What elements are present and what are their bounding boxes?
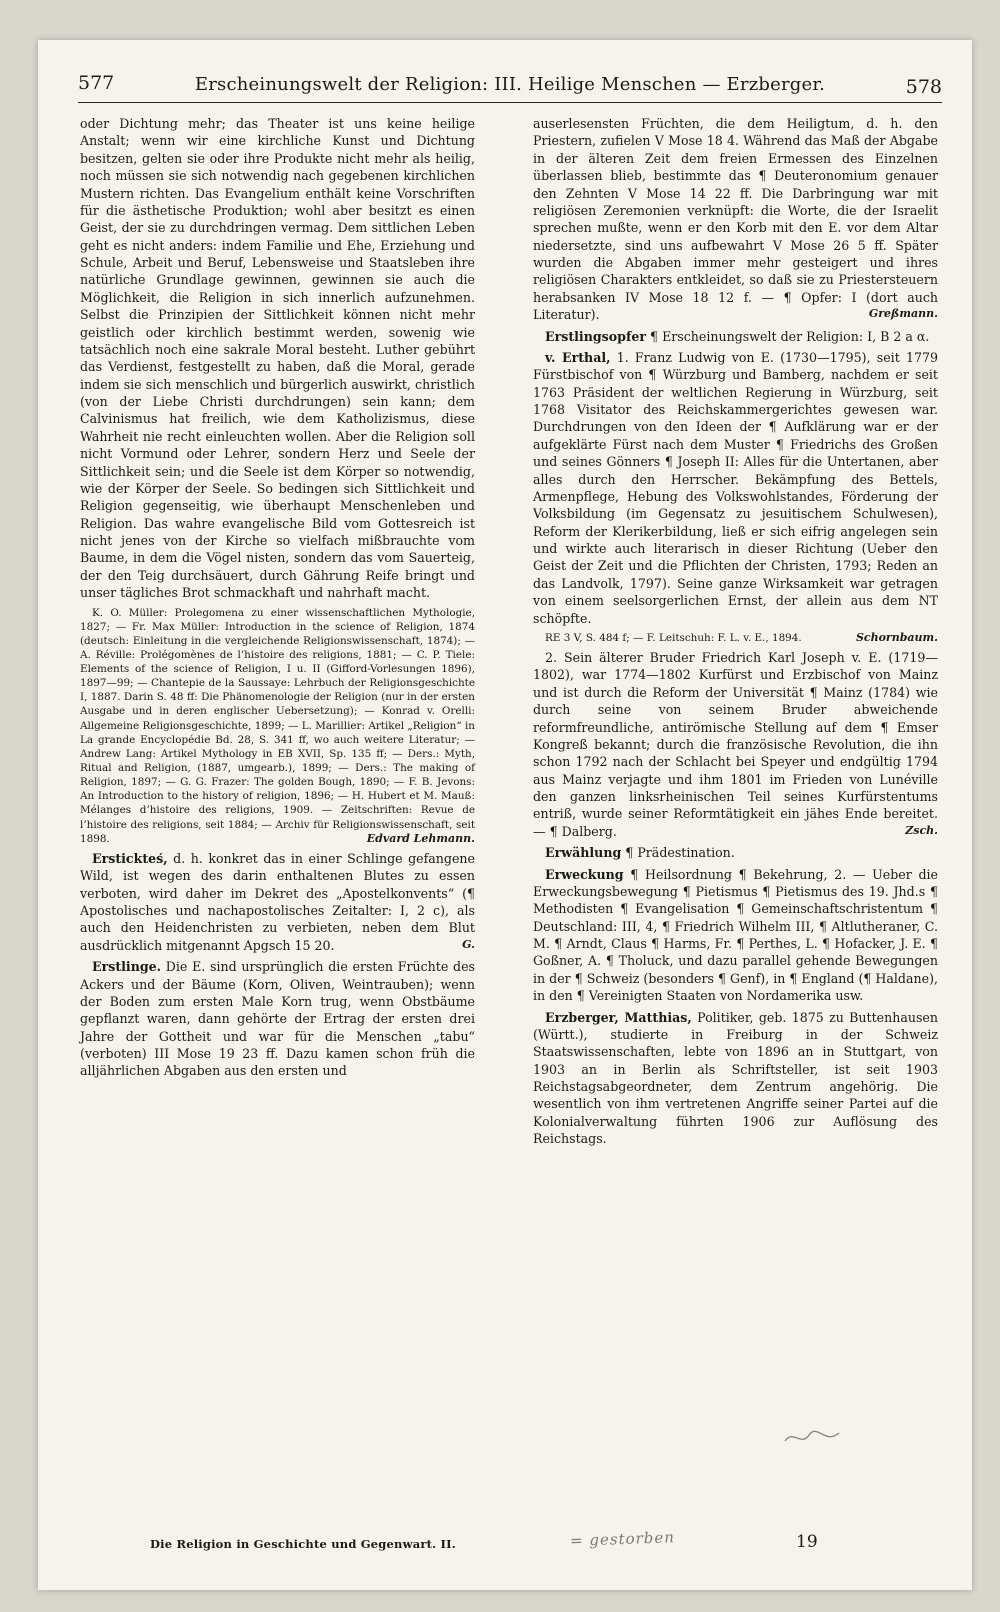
entry-erzberger: [533, 1009, 938, 1148]
author-signature: Greßmann.: [868, 307, 938, 321]
author-signature: Edvard Lehmann.: [366, 831, 475, 845]
author-signature: G.: [462, 937, 475, 951]
entry-erthal: [533, 349, 938, 627]
page-number-right: 578: [905, 76, 942, 98]
entry-text: Die E. sind ursprünglich die ersten Früchte des Ackers und der Bäume (Korn, Oliven, Weintrauben); wenn der Boden zum ersten Male Korn trug, wenn Obstbäume gepflanzt waren, dann gehörte der Ertrag der ersten drei Jahre der Gottheit und war für die Menschen „tabu“ (verboten) III Mose 19 23 ff. Dazu kamen schon früh die alljährlichen Abgaben aus den ersten und: [80, 959, 475, 1079]
entry-erwaehlung: [533, 844, 938, 861]
literature-religion: [80, 606, 475, 846]
author-signature: Zsch.: [905, 823, 938, 837]
left-column: [80, 115, 475, 1084]
literature-erthal: [533, 631, 938, 645]
entry-text: auserlesensten Früchten, die dem Heiligtum, d. h. den Priestern, zufielen V Mose 18 4. Während das Maß der Abgabe in der älteren Zeit dem freien Ermessen des Einzelnen überlassen blieb, bestimmte das ¶ Deuteronomium genauer den Zehnten V Mose 14 22 ff. Die Darbringung war mit religiösen Zeremonien verknüpft: die Worte, die der Israelit sprechen mußte, wenn er den Korb mit den E. vor dem Altar niedersetzte, sind uns aufbewahrt V Mose 26 5 ff. Später wurden die Abgaben immer mehr gesteigert und ihres religiösen Charakters entkleidet, so daß sie zu Priestersteuern herabsanken IV Mose 18 12 f. — ¶ Opfer: I (dort auch Literatur).: [533, 116, 938, 323]
entry-lemma: v. Erthal,: [545, 349, 611, 365]
entry-lemma: Erstlingsopfer: [545, 328, 647, 344]
entry-erthal-2: [533, 649, 938, 840]
literature-text: K. O. Müller: Prolegomena zu einer wissenschaftlichen Mythologie, 1827; — Fr. Max Müller: Introduction in the science of Religion, 1874 (deutsch: Einleitung in die vergleichende Religionswissenschaft, 1874); — A. Réville: Prolégomènes de l’histoire des religions, 1881; — C. P. Tiele: Elements of the science of Religion, I u. II (Gifford-Vorlesungen 1896), 1897—99; — Chantepie de la Saussaye: Lehrbuch der Religionsgeschichte I, 1887. Darin S. 48 ff: Die Phänomenologie der Religion (nur in der ersten Ausgabe und in deren englischer Uebersetzung); — Konrad v. Orelli: Allgemeine Religionsgeschichte, 1899; — L. Marillier: Artikel „Religion“ in La grande Encyclopédie Bd. 28, S. 341 ff, wo auch weitere Literatur; — Andrew Lang: Artikel Mythology in EB XVII, Sp. 135 ff; — Ders.: Myth, Ritual and Religion, (1887, umgearb.), 1899; — Ders.: The making of Religion, 1897; — G. G. Frazer: The golden Bough, 1890; — F. B. Jevons: An Introduction to the history of religion, 1896; — H. Hubert et M. Mauß: Mélanges d’histoire des religions, 1909. — Zeitschriften: Revue de l’histoire des religions, seit 1884; — Archiv für Religionswissenschaft, seit 1898.: [80, 606, 475, 845]
running-header: [78, 70, 942, 103]
author-signature: Schornbaum.: [855, 630, 938, 644]
right-column: [533, 115, 938, 1152]
footer-book-title: Die Religion in Geschichte und Gegenwart. II.: [150, 1537, 456, 1551]
entry-text: Politiker, geb. 1875 zu Buttenhausen (Württ.), studierte in Freiburg in der Schweiz Staatswissenschaften, lebte von 1896 an in Stuttgart, von 1903 an in Berlin als Schriftsteller, ist seit 1903 Reichstagsabgeordneter, dem Zentrum angehörig. Die wesentlich von ihm vertretenen Angriffe seiner Partei auf die Kolonialverwaltung führten 1906 zur Auflösung des Reichstags.: [533, 1009, 938, 1147]
handwritten-note: = gestorben: [569, 1528, 676, 1550]
literature-text: RE 3 V, S. 484 f; — F. Leitschuh: F. L. v. E., 1894.: [545, 631, 802, 644]
entry-erstlingsopfer: [533, 328, 938, 345]
entry-lemma: Erstickteś,: [92, 850, 168, 866]
entry-ersticktes: [80, 850, 475, 954]
document-page: [38, 40, 972, 1590]
entry-lemma: Erwählung: [545, 845, 622, 861]
entry-text: 2. Sein älterer Bruder Friedrich Karl Joseph v. E. (1719—1802), war 1774—1802 Kurfürst und Erzbischof von Mainz und ist durch die Reform der Universität ¶ Mainz (1784) wie durch seine von seinem Bruder abweichende reformfreundliche, antirömische Stellung auf dem ¶ Emser Kongreß bekannt; durch die französische Revolution, die ihn schon 1792 nach der Schlacht bei Speyer und endgültig 1794 aus Mainz verjagte und ihm 1801 im Frieden von Lunéville den ganzen linksrheinischen Teil seines Kurfürstentums entriß, wurde seiner Reformtätigkeit ein jähes Ende bereitet. — ¶ Dalberg.: [533, 650, 938, 839]
entry-text: 1. Franz Ludwig von E. (1730—1795), seit 1779 Fürstbischof von ¶ Würzburg und Bamberg, nachdem er seit 1763 Präsident der weltlichen Regierung in Würzburg, seit 1768 Visitator des Reichskammergerichtes gewesen war. Durchdrungen von den Ideen der ¶ Aufklärung war er der aufgeklärte Fürst nach dem Muster ¶ Friedrichs des Großen und seines Gönners ¶ Joseph II: Alles für die Untertanen, aber alles durch den Herrscher. Bekämpfung des Bettels, Armenpflege, Hebung des Volkswohlstandes, Förderung der Volksbildung (im Gegensatz zu jesuitischem Schulwesen), Reform der Klerikerbildung, ließ er sich eifrig angelegen sein und wirkte auch literarisch in dieser Richtung (Ueber den Geist der Zeit und die Pflichten der Christen, 1793; Reden an das Landvolk, 1797). Seine ganze Wirksamkeit war getragen von einem seelsorgerlichen Ernst, der allein aus dem NT schöpfte.: [533, 349, 939, 626]
entry-lemma: Erzberger, Matthias,: [545, 1009, 692, 1025]
sheet-number: 19: [796, 1532, 818, 1552]
entry-text: ¶ Erscheinungswelt der Religion: I, B 2 a α.: [646, 328, 930, 344]
entry-lemma: Erstlinge.: [92, 959, 162, 975]
entry-lemma: Erweckung: [545, 866, 624, 882]
page-number-left: 577: [78, 72, 115, 94]
entry-text: d. h. konkret das in einer Schlinge gefangene Wild, ist wegen des darin enthaltenen Blutes zu essen verboten, wird daher im Dekret des „Apostelkonvents“ (¶ Apostolisches und nachapostolisches Zeitalter: I, 2 c), als auch den Heidenchristen zu verbieten, neben dem Blut ausdrücklich mitgenannt Apgsch 15 20.: [80, 850, 475, 953]
entry-text: ¶ Prädestination.: [621, 845, 735, 861]
paragraph-religion-end: oder Dichtung mehr; das Theater ist uns keine heilige Anstalt; wenn wir eine kirchliche Kunst und Dichtung besitzen, gelten sie oder ihre Produkte nicht mehr als heilig, noch müssen sie sich notwendig nach gegebenen kirchlichen Mustern richten. Das Evangelium enthält keine Vorschriften für die ästhetische Produktion; wohl aber besitzt es einen Geist, der sie zu durchdringen vermag. Dem sittlichen Leben geht es nicht anders: indem Familie und Ehe, Erziehung und Schule, Arbeit und Beruf, Lebensweise und Staatsleben ihre natürliche Grundlage gewinnen, gewinnen sie auch die Möglichkeit, die Religion in sich innerlich aufzunehmen. Selbst die Prinzipien der Sittlichkeit können nicht mehr geistlich oder kirchlich bestimmt werden, sowenig wie tatsächlich noch eine sakrale Moral besteht. Luther gebührt das Verdienst, festgestellt zu haben, daß die Moral, gerade indem sie sich menschlich und bürgerlich auswirkt, christlich (von der Liebe Christi durchdrungen) sein kann; dem Calvinismus hat freilich, wie dem Katholizismus, diese Wahrheit nie recht einleuchten wollen. Aber die Religion soll nicht Vormund oder Lehrer, sondern Herz und Seele der Sittlichkeit sein; und die Seele ist dem Körper so notwendig, wie der Körper der Seele. So bedingen sich Sittlichkeit und Religion gegenseitig, wie überhaupt Menschenleben und Religion. Das wahre evangelische Bild vom Gottesreich ist nicht jenes von der Kirche so vielfach mißbrauchte vom Baume, in dem die Vögel nisten, sondern das vom Sauerteig, der den Teig durchsäuert, durch Gährung Reife bringt und unser tägliches Brot schmackhaft und nahrhaft macht.: [80, 116, 475, 601]
entry-erweckung: [533, 866, 938, 1005]
handwritten-annotation: [783, 1427, 841, 1449]
entry-erstlinge: [80, 958, 475, 1080]
paragraph-erstlinge-cont: [533, 115, 938, 324]
entry-text: ¶ Heilsordnung ¶ Bekehrung, 2. — Ueber die Erweckungsbewegung ¶ Pietismus ¶ Pietismus des 19. Jhd.s ¶ Methodisten ¶ Evangelisation ¶ Gemeinschaftschristentum ¶ Deutschland: III, 4, ¶ Friedrich Wilhelm III, ¶ Altlutheraner, C. M. ¶ Arndt, Claus ¶ Harms, Fr. ¶ Perthes, L. ¶ Hofacker, J. E. ¶ Goßner, A. ¶ Tholuck, und dazu parallel gehende Bewegungen in der ¶ Schweiz (besonders ¶ Genf), in ¶ England (¶ Haldane), in den ¶ Vereinigten Staaten von Nordamerika usw.: [533, 866, 938, 1004]
running-title: Erscheinungswelt der Religion: III. Heilige Menschen — Erzberger.: [194, 74, 826, 95]
